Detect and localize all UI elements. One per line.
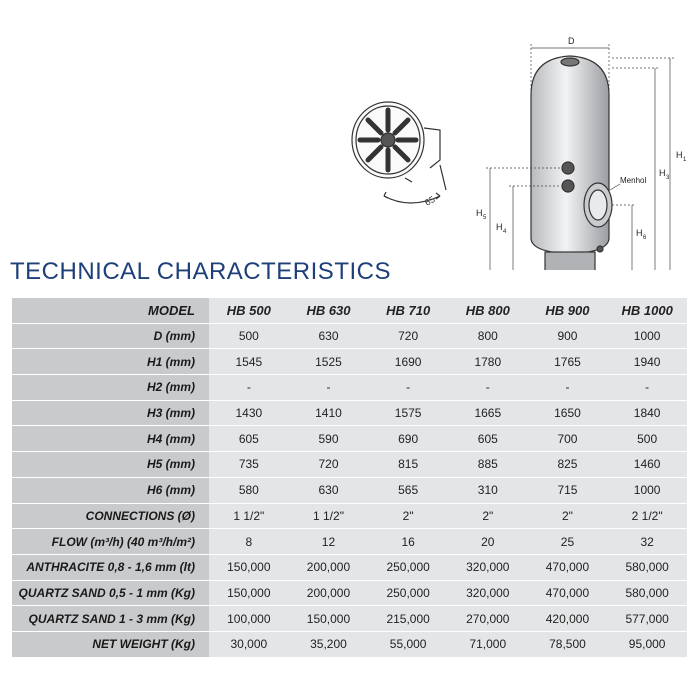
table-cell: 2 1/2" [607,503,687,529]
table-cell: 1545 [209,349,289,375]
model-header: HB 1000 [607,298,687,323]
table-cell: 1650 [528,400,608,426]
row-label: H2 (mm) [12,375,209,401]
table-cell: 690 [368,426,448,452]
table-cell: 16 [368,529,448,555]
row-label: QUARTZ SAND 1 - 3 mm (Kg) [12,606,209,632]
row-label: H5 (mm) [12,452,209,478]
table-cell: 71,000 [448,631,528,657]
model-label: MODEL [12,298,209,323]
table-cell: 2" [448,503,528,529]
table-cell: 630 [289,477,369,503]
table-cell: 1765 [528,349,608,375]
table-cell: 590 [289,426,369,452]
table-cell: 320,000 [448,580,528,606]
table-cell: 900 [528,323,608,349]
table-row [12,477,687,503]
table-cell: 500 [607,426,687,452]
table-cell: 605 [448,426,528,452]
table-cell: 250,000 [368,554,448,580]
table-cell: 580,000 [607,580,687,606]
table-cell: 700 [528,426,608,452]
table-cell: 95,000 [607,631,687,657]
table-cell: 1 1/2" [209,503,289,529]
table-cell: - [448,375,528,401]
table-cell: 8 [209,529,289,555]
table-cell: 1575 [368,400,448,426]
dim-h1-sub: 1 [683,157,687,163]
table-cell: 1000 [607,477,687,503]
dim-h3-label: H [659,168,666,178]
table-cell: 1840 [607,400,687,426]
table-row [12,580,687,606]
row-label: H4 (mm) [12,426,209,452]
table-cell: 100,000 [209,606,289,632]
table-cell: 20 [448,529,528,555]
table-cell: 2" [528,503,608,529]
table-cell: - [209,375,289,401]
dim-h5-label: H [476,208,483,218]
table-cell: 1000 [607,323,687,349]
table-row [12,554,687,580]
table-cell: 310 [448,477,528,503]
tank-body [531,56,612,270]
table-cell: 500 [209,323,289,349]
dim-h6-label: H [636,228,643,238]
table-cell: 565 [368,477,448,503]
table-cell: - [368,375,448,401]
table-cell: 800 [448,323,528,349]
table-cell: 470,000 [528,554,608,580]
table-cell: 150,000 [209,580,289,606]
row-label: FLOW (m³/h) (40 m³/h/m²) [12,529,209,555]
table-cell: 200,000 [289,580,369,606]
table-row [12,452,687,478]
model-header: HB 500 [209,298,289,323]
table-cell: 580,000 [607,554,687,580]
table-row [12,400,687,426]
table-cell: 150,000 [289,606,369,632]
table-cell: 270,000 [448,606,528,632]
table-cell: 420,000 [528,606,608,632]
model-header: HB 900 [528,298,608,323]
dim-h4-label: H [496,222,503,232]
page-title: TECHNICAL CHARACTERISTICS [10,258,391,285]
table-cell: 580 [209,477,289,503]
table-cell: 2" [368,503,448,529]
angle-label: 65 [423,194,437,208]
table-cell: - [289,375,369,401]
table-cell: - [528,375,608,401]
table-row [12,323,687,349]
dim-h1-label: H [676,150,683,160]
table-cell: 1690 [368,349,448,375]
table-cell: 30,000 [209,631,289,657]
model-row [12,298,687,323]
table-cell: 1430 [209,400,289,426]
table-cell: 885 [448,452,528,478]
table-cell: - [607,375,687,401]
table-cell: 630 [289,323,369,349]
model-header: HB 630 [289,298,369,323]
spec-table-body [12,298,687,657]
dim-h3-sub: 3 [666,175,670,181]
dim-h6-sub: 6 [643,235,647,241]
table-cell: 815 [368,452,448,478]
table-cell: 605 [209,426,289,452]
table-cell: 1940 [607,349,687,375]
dim-h5-sub: 5 [483,215,487,221]
table-cell: 577,000 [607,606,687,632]
table-row [12,426,687,452]
table-row [12,349,687,375]
model-header: HB 710 [368,298,448,323]
diffuser-detail [352,102,446,203]
table-cell: 1525 [289,349,369,375]
manhole-label: Menhol [620,176,647,185]
table-cell: 720 [289,452,369,478]
table-cell: 1665 [448,400,528,426]
filter-technical-drawing [0,0,700,270]
row-label: NET WEIGHT (Kg) [12,631,209,657]
table-cell: 200,000 [289,554,369,580]
table-cell: 250,000 [368,580,448,606]
table-row [12,503,687,529]
table-row [12,606,687,632]
table-cell: 720 [368,323,448,349]
table-cell: 150,000 [209,554,289,580]
table-row [12,529,687,555]
row-label: ANTHRACITE 0,8 - 1,6 mm (lt) [12,554,209,580]
table-cell: 1460 [607,452,687,478]
row-label: QUARTZ SAND 0,5 - 1 mm (Kg) [12,580,209,606]
spec-table [12,298,687,658]
table-cell: 1410 [289,400,369,426]
table-cell: 32 [607,529,687,555]
row-label: H6 (mm) [12,477,209,503]
row-label: CONNECTIONS (Ø) [12,503,209,529]
table-cell: 1780 [448,349,528,375]
table-row [12,375,687,401]
model-header: HB 800 [448,298,528,323]
table-cell: 78,500 [528,631,608,657]
table-cell: 35,200 [289,631,369,657]
table-cell: 12 [289,529,369,555]
table-cell: 470,000 [528,580,608,606]
table-cell: 1 1/2" [289,503,369,529]
dim-d-label: D [568,36,575,46]
table-cell: 320,000 [448,554,528,580]
table-cell: 715 [528,477,608,503]
row-label: H3 (mm) [12,400,209,426]
table-cell: 735 [209,452,289,478]
row-label: H1 (mm) [12,349,209,375]
table-cell: 55,000 [368,631,448,657]
table-cell: 25 [528,529,608,555]
table-cell: 215,000 [368,606,448,632]
row-label: D (mm) [12,323,209,349]
table-row [12,631,687,657]
table-cell: 825 [528,452,608,478]
dim-h4-sub: 4 [503,229,507,235]
